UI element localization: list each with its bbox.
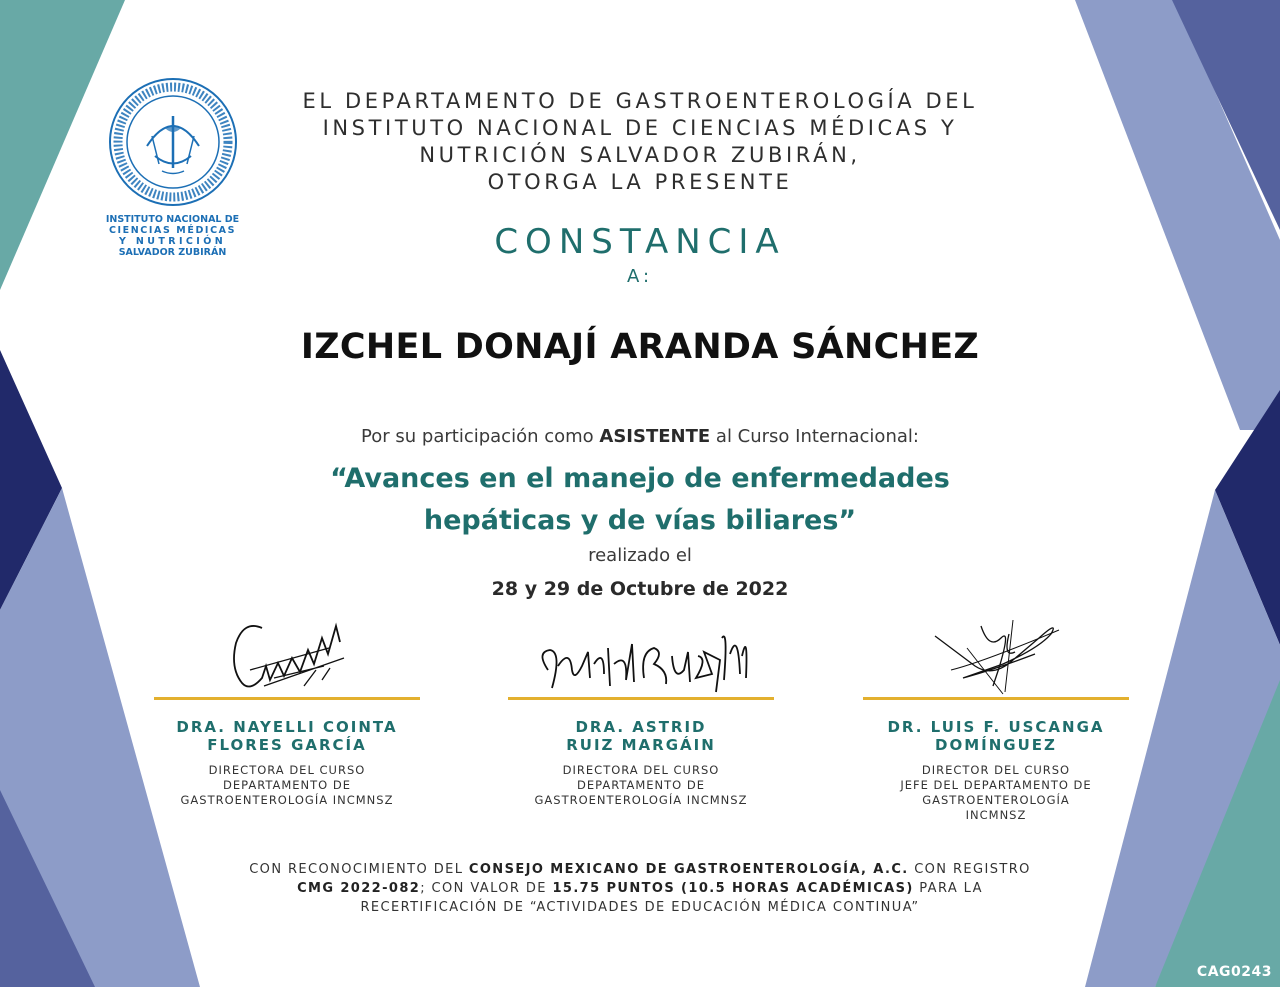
signatory-2-role-line1: DIRECTORA DEL CURSO [562,763,720,777]
signatory-3 [863,608,1129,838]
signatory-3-name-line1: DR. LUIS F. USCANGA [887,718,1105,736]
course-title-line1: “Avances en el manejo de enfermedades [330,463,950,494]
signatory-3-name-line2: DOMÍNGUEZ [935,736,1057,754]
signatory-1-name-line1: DRA. NAYELLI COINTA [176,718,398,736]
realized-label: realizado el [588,545,692,566]
recognition-line2-b: ; CON VALOR DE [420,881,547,896]
logo-text-line4: SALVADOR ZUBIRÁN [118,247,227,258]
signatory-1-name [144,718,430,754]
logo-text-line2: CIENCIAS MÉDICAS [108,225,237,236]
signatory-3-name [853,718,1139,754]
recognition-line1-c: CON REGISTRO [914,862,1031,877]
issuer-header [240,88,1040,196]
recipient-name: IZCHEL DONAJÍ ARANDA SÁNCHEZ [300,327,980,367]
signatory-1-role-line2: DEPARTAMENTO DE [223,778,351,792]
certificate-title: CONSTANCIA [494,222,786,262]
signatory-2-name-line1: DRA. ASTRID [575,718,707,736]
recognition-line2-a: CMG 2022-082 [297,881,421,896]
header-line3: NUTRICIÓN SALVADOR ZUBIRÁN, [419,143,861,167]
signatory-2 [508,608,774,838]
recognition-line2-d: PARA LA [919,881,983,896]
signatory-1-name-line2: FLORES GARCÍA [207,736,367,754]
signature-3 [863,608,1129,698]
course-title [240,458,1040,542]
signatory-2-role-line2: DEPARTAMENTO DE [577,778,705,792]
signatory-3-role-line4: INCMNSZ [965,808,1027,822]
signatory-3-role-line2: JEFE DEL DEPARTAMENTO DE [900,778,1092,792]
recognition-line1 [160,860,1120,879]
recognition-text [160,860,1120,917]
signatory-1 [154,608,420,838]
signatory-1-role [144,763,430,808]
signatory-2-role-line3: GASTROENTEROLOGÍA INCMNSZ [534,793,748,807]
signatory-2-name [498,718,784,754]
certificate-title-to: A: [626,266,654,287]
institute-logo [105,76,240,276]
signature-1 [154,608,420,698]
participation-line [240,426,1040,447]
signatory-1-role-line3: GASTROENTEROLOGÍA INCMNSZ [180,793,394,807]
signature-line-2 [508,697,774,700]
logo-text-line3: Y NUTRICIÓN [118,236,227,247]
signatory-3-role-line3: GASTROENTEROLOGÍA [922,793,1070,807]
recognition-line2-c: 15.75 PUNTOS (10.5 HORAS ACADÉMICAS) [552,881,914,896]
recognition-line1-b: CONSEJO MEXICANO DE GASTROENTEROLOGÍA, A.C. [468,862,909,877]
signatory-2-role [498,763,784,808]
certificate-code: CAG0243 [1196,964,1272,980]
signature-2 [508,608,774,698]
signature-line-1 [154,697,420,700]
header-line4: OTORGA LA PRESENTE [487,170,793,194]
participation-prefix: Por su participación como [361,426,594,447]
institute-seal-icon [107,76,239,208]
recognition-line2 [160,879,1120,898]
signatory-3-role [853,763,1139,823]
signature-line-3 [863,697,1129,700]
logo-text-line1: INSTITUTO NACIONAL DE [105,214,240,225]
signatory-2-name-line2: RUIZ MARGÁIN [566,736,716,754]
signatory-1-role-line1: DIRECTORA DEL CURSO [208,763,366,777]
participation-role: ASISTENTE [599,426,711,447]
event-date: 28 y 29 de Octubre de 2022 [491,578,789,600]
recognition-line3: RECERTIFICACIÓN DE “ACTIVIDADES DE EDUCACIÓN MÉDICA CONTINUA” [360,900,920,915]
header-line1: EL DEPARTAMENTO DE GASTROENTEROLOGÍA DEL [302,89,978,113]
recognition-line1-a: CON RECONOCIMIENTO DEL [249,862,464,877]
participation-suffix: al Curso Internacional: [715,426,919,447]
signatory-3-role-line1: DIRECTOR DEL CURSO [921,763,1071,777]
course-title-line2: hepáticas y de vías biliares” [423,505,857,536]
header-line2: INSTITUTO NACIONAL DE CIENCIAS MÉDICAS Y [322,116,958,140]
